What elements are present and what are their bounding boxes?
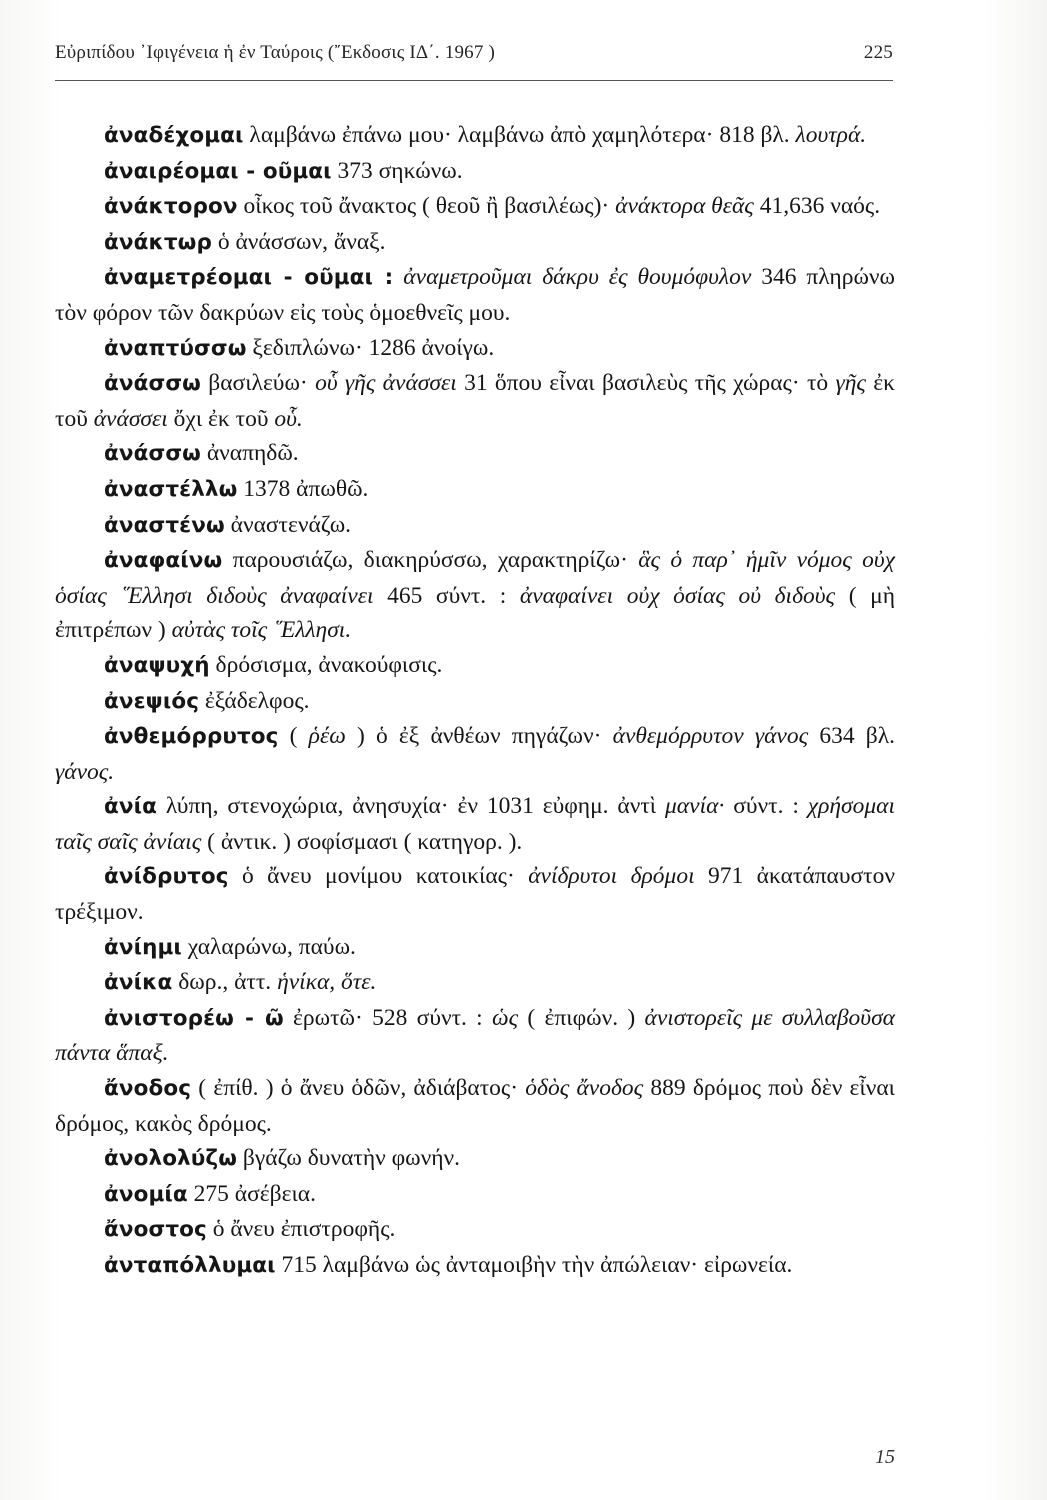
glossary-entry <box>55 1071 895 1141</box>
entry-headword: ἀνάκτορον <box>104 194 238 220</box>
entry-definition <box>393 264 403 290</box>
entry-definition: ὄχι ἐκ τοῦ <box>167 405 275 432</box>
glossary-entry <box>55 543 895 648</box>
glossary-entry <box>55 648 895 684</box>
entry-quotation: οὗ. <box>274 405 303 432</box>
entry-definition: βγάζω δυνατὴν φωνήν. <box>236 1145 461 1172</box>
entry-headword: ἀνταπόλλυμαι <box>104 1253 276 1278</box>
entry-quotation: λουτρά. <box>795 122 867 148</box>
entry-quotation: οὗ γῆς ἀνάσσει <box>315 370 457 397</box>
entry-quotation: ἡνίκα, ὅτε. <box>277 969 377 996</box>
entry-headword: ἀναψυχή <box>104 652 210 678</box>
entry-headword: ἀνομία <box>104 1181 188 1207</box>
entry-headword: ἀναπτύσσω <box>104 335 247 361</box>
entry-definition: ( μὴ ἐπιτρέπων ) <box>55 582 896 644</box>
entry-headword: ἀνολολύζω <box>104 1146 237 1172</box>
entry-definition: δρόσισμα, ἀνακούφισις. <box>209 651 443 678</box>
glossary-entry <box>55 1177 895 1213</box>
entry-headword: ἀνίκα <box>104 970 173 996</box>
glossary-entry <box>55 859 895 929</box>
glossary-entry <box>55 225 895 261</box>
entry-quotation: ἀνιστορεῖς με συλλαβοῦσα πάντα ἅπαξ. <box>55 1004 895 1067</box>
entry-definition: ἀναπηδῶ. <box>200 440 299 467</box>
glossary-entry <box>55 1001 895 1071</box>
glossary-entry <box>55 118 895 154</box>
entry-headword: ἀνίημι <box>104 934 182 960</box>
entry-headword: ἀναιρέομαι - οῦμαι <box>104 158 332 184</box>
entry-definition: ( ἐπίθ. ) ὁ ἄνευ ὁδῶν, ἀδιάβατος· <box>191 1075 526 1102</box>
entry-definition: σύντ. : <box>724 793 808 820</box>
entry-definition: ἐρωτῶ· 528 σύντ. : <box>283 1004 492 1031</box>
entry-definition: 1378 ἀπωθῶ. <box>237 475 369 502</box>
running-head <box>55 42 893 76</box>
entry-definition: 715 λαμβάνω ὡς ἀνταμοιβὴν τὴν ἀπώλειαν· εἰρωνεία. <box>275 1252 793 1278</box>
entry-headword: ἀνθεμόρρυτος <box>104 724 279 750</box>
entry-definition: ἐξάδελφος. <box>199 687 310 714</box>
entry-headword: ἀναφαίνω <box>104 548 223 574</box>
entry-headword: ἀνάσσω <box>104 371 201 397</box>
entry-headword: ἀναμετρέομαι - οῦμαι : <box>104 265 394 291</box>
entry-headword: ἀναδέχομαι <box>104 123 244 148</box>
entry-definition: ὁ ἄνευ ἐπιστροφῆς. <box>206 1216 396 1243</box>
glossary-entry <box>55 366 895 436</box>
entry-quotation: χρήσομαι ταῖς σαῖς ἀνίαις <box>55 793 896 855</box>
entry-definition: χαλαρώνω, παύω. <box>181 933 356 960</box>
entry-headword: ἀναστέλλω <box>104 476 238 502</box>
glossary-entry <box>55 719 895 789</box>
entry-quotation: ἀναφαίνει οὐχ ὁσίας οὐ διδοὺς <box>519 582 836 609</box>
glossary-entry <box>55 789 895 859</box>
entry-quotation: γάνος. <box>55 758 115 785</box>
entry-quotation: ἀναμετροῦμαι δάκρυ ἐς θουμόφυλον <box>403 264 752 291</box>
entry-definition: ἐκ τοῦ <box>55 370 896 432</box>
entry-definition: 634 βλ. <box>808 723 895 750</box>
entry-definition: παρουσιάζω, διακηρύσσω, χαρακτηρίζω· <box>222 547 639 574</box>
entry-definition: ( <box>278 723 309 750</box>
entry-headword: ἄνοδος <box>104 1076 192 1102</box>
entry-definition: 346 πληρώνω τὸν φόρον τῶν δακρύων εἰς τοὺς ὁμοεθνεῖς μου. <box>55 264 896 326</box>
glossary-entry <box>55 930 895 966</box>
entry-definition: 889 δρόμος ποὺ δὲν εἶναι δρόμος, κακὸς δρόμος. <box>55 1075 895 1137</box>
entry-headword: ἀνεψιός <box>104 688 200 714</box>
entry-headword: ἀνίδρυτος <box>104 864 229 890</box>
printer-signature-mark: 15 <box>875 1446 895 1468</box>
entry-definition: 31 ὅπου εἶναι βασιλεὺς τῆς χώρας· τὸ <box>456 370 836 397</box>
glossary-entry <box>55 260 895 330</box>
glossary-entry <box>55 436 895 472</box>
glossary-entry <box>55 1248 895 1284</box>
entry-headword: ἀνάκτωρ <box>104 229 212 255</box>
entry-definition: 373 σηκώνω. <box>331 157 463 184</box>
entry-definition: ( ἐπιφών. ) <box>518 1004 645 1031</box>
entry-quotation: ἀνάσσει <box>93 405 168 432</box>
entry-definition: ὁ ἄνευ μονίμου κατοικίας· <box>228 863 529 890</box>
entry-definition: ( ἀντικ. ) σοφίσμασι ( κατηγορ. ). <box>201 828 523 855</box>
entry-quotation: αὐτὰς τοῖς ῞Ελλησι. <box>171 617 352 644</box>
entry-definition: 465 σύντ. : <box>373 582 520 609</box>
entry-quotation: γῆς <box>835 370 866 397</box>
page-number: 225 <box>863 42 893 63</box>
header-rule <box>55 80 893 81</box>
glossary-entry <box>55 472 895 508</box>
glossary-entry <box>55 1141 895 1177</box>
entry-definition: ἀναστενάζω. <box>224 511 352 538</box>
entry-quotation: ἃς ὁ παρ᾿ ἡμῖν νόμος οὐχ ὁσίας ῞Ελλησι διδοὺς ἀναφαίνει <box>55 547 896 609</box>
entry-definition: οἶκος τοῦ ἄνακτος ( θεοῦ ἢ βασιλέως)· <box>237 193 616 220</box>
entry-definition: 971 ἀκατάπαυστον τρέξιμον. <box>55 863 895 926</box>
glossary-entry <box>55 331 895 367</box>
entry-quotation: ἀνάκτορα θεᾶς <box>615 193 754 220</box>
entry-definition: ὁ ἀνάσσων, ἄναξ. <box>211 228 386 255</box>
glossary-entry <box>55 965 895 1001</box>
entry-definition: ξεδιπλώνω· 1286 ἀνοίγω. <box>246 334 495 361</box>
entry-definition: 275 ἀσέβεια. <box>187 1180 316 1207</box>
entry-quotation: ὁδὸς ἄνοδος <box>525 1075 644 1102</box>
glossary-entry <box>55 1212 895 1248</box>
entry-quotation: μανία· <box>665 793 725 820</box>
entry-headword: ἄνοστος <box>104 1217 207 1243</box>
entry-definition: βασιλεύω· <box>200 370 316 397</box>
entry-headword: ἀνία <box>104 794 157 820</box>
entry-quotation: ὡς <box>492 1004 519 1031</box>
entry-definition: λαμβάνω ἐπάνω μου· λαμβάνω ἀπὸ χαμηλότερα· 818 βλ. <box>243 122 796 148</box>
entry-definition: λύπη, στενοχώρια, ἀνησυχία· ἐν 1031 εὐφημ. ἀντὶ <box>156 793 666 820</box>
glossary-entry <box>55 508 895 544</box>
glossary-entries <box>55 118 895 1284</box>
entry-quotation: ἀνίδρυτοι δρόμοι <box>528 863 695 890</box>
entry-quotation: ῥέω <box>308 723 346 750</box>
entry-headword: ἀναστένω <box>104 512 225 538</box>
running-head-title: Εὐριπίδου ᾿Ιφιγένεια ἡ ἐν Ταύροις (῎Εκδοσις ΙΔ΄. 1967 ) <box>55 42 496 63</box>
entry-definition: 41,636 ναός. <box>753 193 881 220</box>
glossary-entry <box>55 189 895 225</box>
entry-definition: ) ὁ ἐξ ἀνθέων πηγάζων· <box>345 723 613 750</box>
entry-headword: ἀνάσσω <box>104 441 201 467</box>
entry-quotation: ἀνθεμόρρυτον γάνος <box>612 723 809 750</box>
glossary-entry <box>55 154 895 190</box>
entry-headword: ἀνιστορέω - ῶ <box>104 1005 284 1031</box>
entry-definition: δωρ., ἀττ. <box>172 969 278 996</box>
glossary-entry <box>55 684 895 720</box>
